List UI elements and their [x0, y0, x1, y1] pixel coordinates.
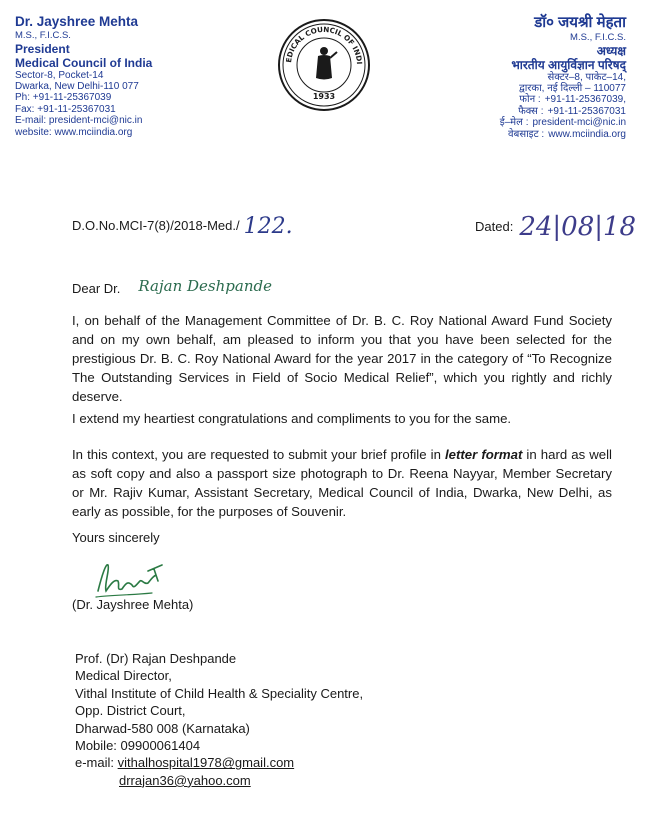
sender-address-line1: Sector-8, Pocket-14 — [15, 69, 104, 81]
recipient-email-line: e-mail: vithalhospital1978@gmail.com — [75, 755, 295, 771]
salutation: Dear Dr. Rajan Deshpande — [72, 277, 272, 296]
recipient-institute: Vithal Institute of Child Health & Speciality Centre, — [75, 685, 364, 701]
letterhead-left — [15, 14, 225, 138]
signer-name: (Dr. Jayshree Mehta) — [72, 597, 194, 612]
signature — [92, 555, 182, 600]
council-seal — [277, 18, 371, 112]
sender-fax-hindi: फैक्स : +91-11-25367031 — [518, 105, 626, 117]
sender-phone: Ph: +91-11-25367039 — [15, 92, 112, 104]
sender-website: website: www.mciindia.org — [15, 126, 133, 138]
sender-designation-hindi: अध्यक्ष — [596, 43, 626, 58]
sender-website-hindi: वेबसाइट : www.mciindia.org — [508, 128, 626, 140]
sender-qualification-right: M.S., F.I.C.S. — [570, 32, 626, 43]
recipient-email-link-1[interactable]: vithalhospital1978@gmail.com — [117, 755, 295, 771]
recipient-name: Prof. (Dr) Rajan Deshpande — [75, 651, 237, 666]
recipient-email-link-2[interactable]: drrajan36@yahoo.com — [119, 772, 251, 788]
sender-organization: Medical Council of India — [15, 55, 153, 70]
sender-designation: President — [15, 41, 70, 56]
sender-name: Dr. Jayshree Mehta — [15, 14, 139, 29]
body-paragraph-1: I, on behalf of the Management Committee of Dr. B. C. Roy National Award Fund Society and on my own behalf, am pleased to inform you that you have been selected for the prestigious Dr. B. C. Roy National Award for the year 2017 in the category of “To Recognize The Outstanding Services in Field of Socio Medical Relief”, which you rightly and richly deserve. — [72, 313, 612, 404]
sender-email-hindi: ई–मेल : president-mci@nic.in — [499, 117, 626, 129]
sender-email: E-mail: president-mci@nic.in — [15, 115, 143, 127]
sender-phone-hindi: फोन : +91-11-25367039, — [519, 94, 626, 106]
recipient-address-line1: Opp. District Court, — [75, 703, 186, 719]
recipient-address-line2: Dharwad-580 008 (Karnataka) — [75, 720, 250, 736]
sender-address-line2-hindi: द्वारका, नई दिल्ली – 110077 — [518, 82, 626, 94]
seal-text: EDICAL COUNCIL OF INDI — [284, 24, 365, 65]
emphasis-letter-format: letter format — [444, 447, 523, 462]
sender-name-hindi: डॉ० जयश्री मेहता — [534, 14, 626, 31]
handwritten-date: 24|08|18 — [519, 212, 637, 242]
handwritten-recipient-name: Rajan Deshpande — [138, 277, 272, 295]
recipient-mobile: Mobile: 09900061404 — [75, 738, 201, 754]
body-paragraph-2: I extend my heartiest congratulations and compliments to you for the same. — [72, 411, 512, 426]
sender-organization-hindi: भारतीय आयुर्विज्ञान परिषद् — [511, 57, 626, 72]
recipient-designation: Medical Director, — [75, 668, 172, 684]
letterhead-right — [406, 14, 626, 140]
sender-address-line1-hindi: सेक्टर–8, पाकेट–14, — [547, 71, 626, 83]
recipient-address — [75, 650, 363, 789]
letter-date: Dated: 24|08|18 — [475, 212, 637, 242]
handwritten-ref-number: 122. — [243, 214, 293, 239]
reference-number: D.O.No.MCI-7(8)/2018-Med./ 122. — [72, 214, 293, 239]
body-paragraph-3: In this context, you are requested to submit your brief profile in letter format in hard as well as soft copy and also a passport size photograph to Dr. Reena Nayyar, Member Secretary or Mr. Rajiv Kumar, Assistant Secretary, Medical Council of India, Dwarka, New Delhi, as early as possible, for the purposes of Souvenir. — [72, 447, 612, 519]
sender-qualification: M.S., F.I.C.S. — [15, 30, 71, 41]
sender-address-line2: Dwarka, New Delhi-110 077 — [15, 80, 139, 92]
closing: Yours sincerely — [72, 530, 160, 545]
sender-fax: Fax: +91-11-25367031 — [15, 103, 116, 115]
seal-year: 1933 — [312, 92, 336, 101]
recipient-email-line-2 — [75, 772, 363, 789]
